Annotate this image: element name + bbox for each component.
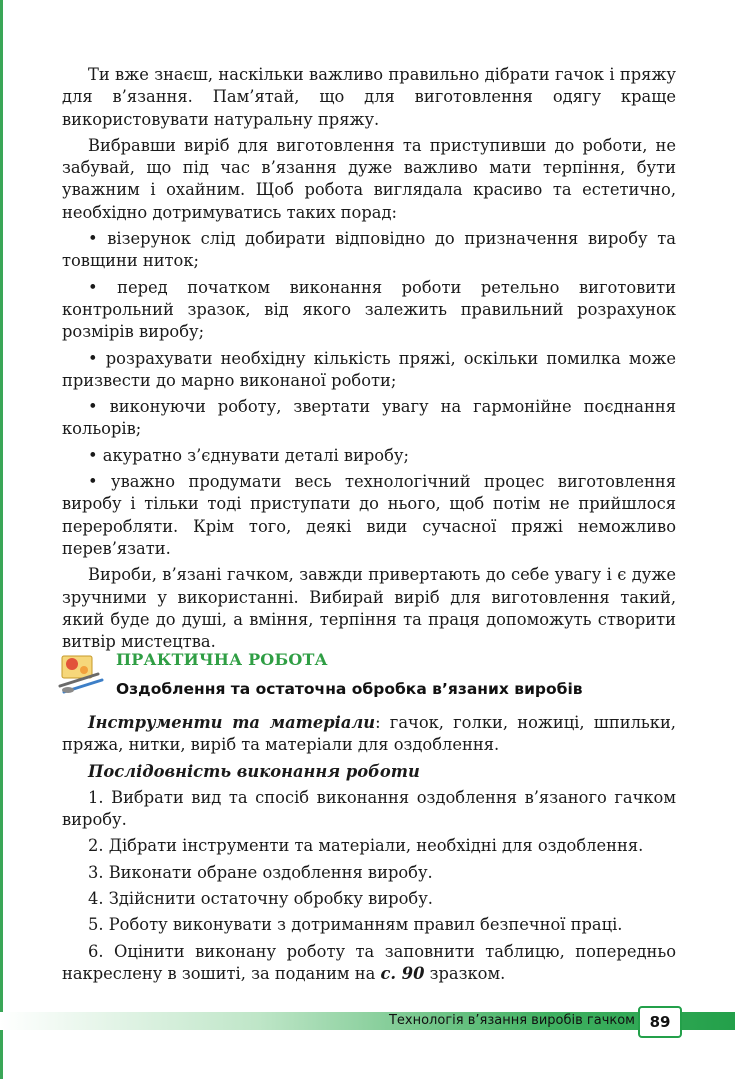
practical-subtitle: Оздоблення та остаточна обробка в’язаних виробів <box>116 680 583 698</box>
paragraph: Ти вже знаєш, наскільки важливо правильно дібрати гачок і пряжу для в’язання. Пам’ятай, що для виготовлення одягу краще використовувати натуральну пряжу. <box>62 65 676 129</box>
materials-text: : гачок, голки, ножиці, шпильки, пряжа, нитки, виріб та матеріали для оздоблення. <box>62 713 676 755</box>
tip-item: • розрахувати необхідну кількість пряжі, оскільки помилка може призвести до марно виконаної роботи; <box>62 348 676 390</box>
step-item: 2. Дібрати інструменти та матеріали, необхідні для оздоблення. <box>88 836 644 856</box>
paragraph: Вибравши виріб для виготовлення та приступивши до роботи, не забувай, що під час в’язання дуже важливо мати терпіння, бути уважним і охайним. Щоб робота виглядала красиво та естетично, необхідно дотримуватись таких порад: <box>62 135 676 222</box>
step-item: 1. Вибрати вид та спосіб виконання оздоблення в’язаного гачком виробу. <box>62 787 676 830</box>
materials-paragraph <box>62 712 676 757</box>
sequence-title: Послідовність виконання роботи <box>88 761 420 781</box>
materials-label: Інструменти та матеріали <box>88 713 376 732</box>
practical-title: ПРАКТИЧНА РОБОТА <box>116 650 328 669</box>
tip-item: • перед початком виконання роботи ретельно виготовити контрольний зразок, від якого залежить правильний розрахунок розмірів виробу; <box>62 277 676 342</box>
page-edge-rule <box>0 0 3 1079</box>
crochet-tools-icon <box>58 650 108 698</box>
tip-item: • виконуючи роботу, звертати увагу на гармонійне поєднання кольорів; <box>62 397 676 439</box>
tip-item: • уважно продумати весь технологічний процес виготовлення виробу і тільки тоді приступати до нього, щоб потім не прийшлося переробляти. Крім того, деякі види сучасної пряжі неможливо перев’язати. <box>62 472 676 558</box>
sequence-heading <box>62 761 676 783</box>
paragraph: Вироби, в’язані гачком, завжди привертають до себе увагу і є дуже зручними у використанні. Вибирай виріб для виготовлення такий, який буде до душі, а вміння, терпіння та праця допоможуть створити витвір мистецтва. <box>62 565 676 652</box>
step-item <box>62 941 676 986</box>
running-title: Технологія в’язання виробів гачком <box>388 1013 635 1028</box>
tip-item: • візерунок слід добирати відповідно до призначення виробу та товщини ниток; <box>62 229 676 271</box>
body-text <box>62 64 676 657</box>
page-number: 89 <box>638 1006 682 1038</box>
practical-work-header <box>58 650 678 698</box>
page-footer <box>0 1006 735 1036</box>
page-reference: с. 90 <box>380 963 425 983</box>
step6-text: 6. Оцінити виконану роботу та заповнити таблицю, попередньо накреслену в зошиті, за поданим на <box>62 941 676 983</box>
practical-body <box>62 712 676 989</box>
step-item: 5. Роботу виконувати з дотриманням правил безпечної праці. <box>88 915 623 935</box>
step-item: 3. Виконати обране оздоблення виробу. <box>88 862 433 882</box>
tip-item: • акуратно з’єднувати деталі виробу; <box>88 445 409 465</box>
step6-end: зразком. <box>424 963 506 983</box>
step-item: 4. Здійснити остаточну обробку виробу. <box>88 889 433 909</box>
